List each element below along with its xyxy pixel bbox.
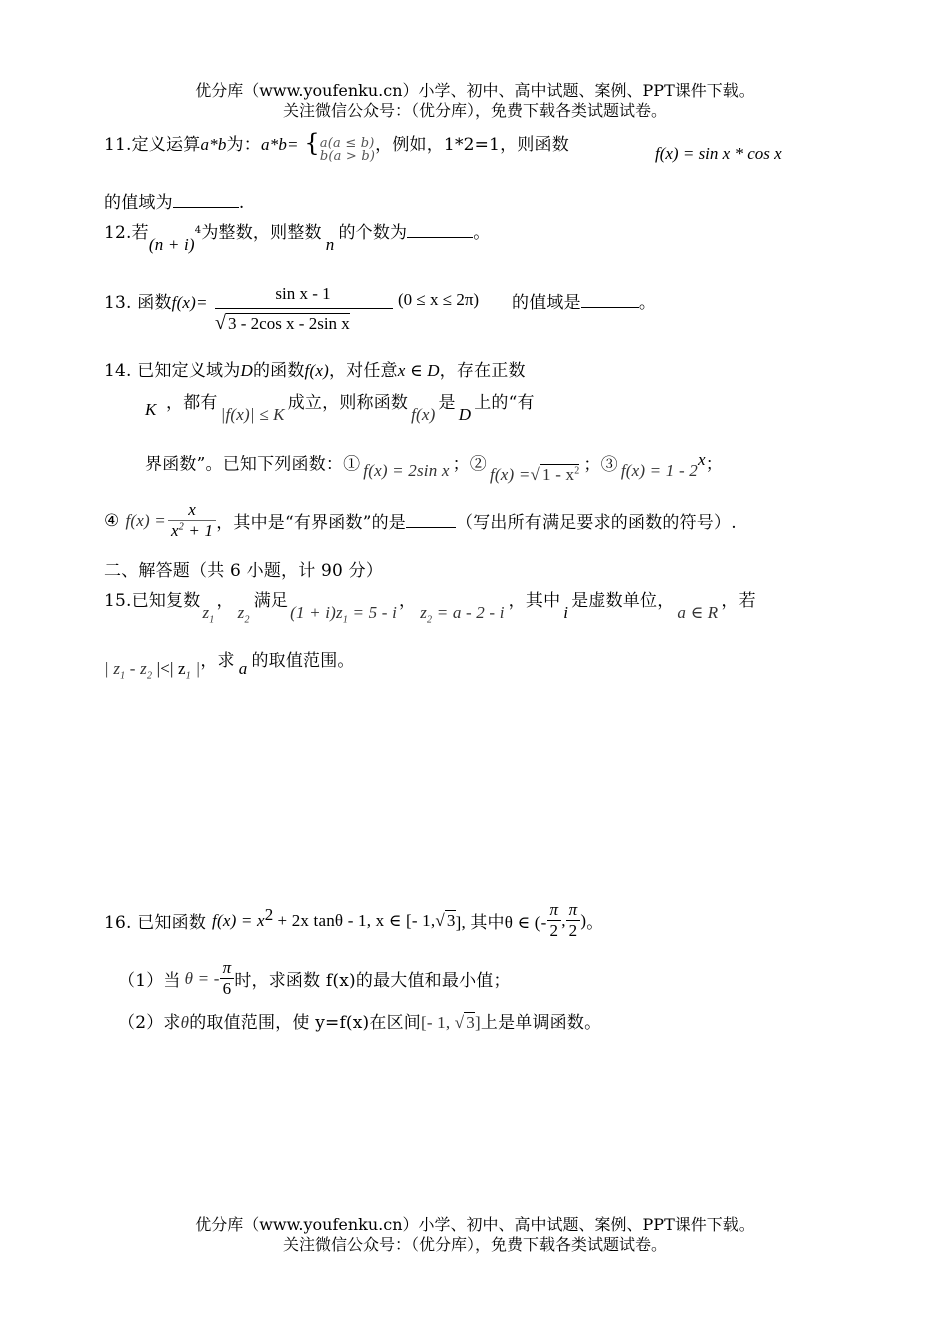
q14-D: D	[240, 361, 253, 380]
q14-l1-b: ，对任意	[328, 361, 398, 381]
q16-p2-int: [- 1,	[420, 1013, 455, 1032]
q11-case-2: b(a > b)	[319, 148, 376, 164]
q11-line-2	[104, 188, 244, 213]
q16-part-2: （2）求θ的取值范围，使 y=f(x)在区间[- 1, √ 3]上是单调函数。	[118, 1013, 602, 1033]
q14-f2-rad-text: 1 - x	[542, 464, 575, 484]
q15-comma-2: ，	[399, 591, 417, 611]
q13-denominator: √ 3 - 2cos x - 2sin x	[215, 312, 350, 334]
q12-suffix: 的个数为	[338, 223, 408, 243]
q16-func-close: )	[580, 910, 587, 930]
q14-f2-radicand: $1 - x^2$	[542, 464, 580, 484]
q14-x-in-D: x ∈ D	[397, 361, 440, 380]
q16-p2-theta: θ	[180, 1013, 190, 1032]
q16-p2-b: 的取值范围，使 y=f(x)在区间	[189, 1013, 421, 1033]
q15-i: i	[563, 603, 569, 622]
q16-end: 。	[586, 913, 604, 933]
q15-z1-letter: z	[202, 603, 210, 622]
q15-z1	[202, 603, 215, 626]
q14-f1: f(x) = 2sin x	[363, 460, 450, 480]
q11-line2-text: 的值域为	[104, 193, 173, 213]
q14-f4-den: x	[170, 521, 179, 540]
q16-line-1: 16. 已知函数 f(x) = x $^2$ + 2x tanθ - 1, x ∈ [- 1, √ 3 ], 其中θ ∈ (- $\frac{\pi}{2}$ , $\frac{\pi}{2}$ ) 。	[104, 900, 604, 940]
q14-abs-cond: |f(x)| ≤ K	[220, 405, 285, 424]
q15-condition: | $z_1 - z_2$ |<| $z_1$ |	[104, 659, 201, 682]
q11-example: ，例如，1*2=1，则函数	[375, 135, 569, 155]
q12-var-n: n	[325, 235, 335, 254]
footer-line-1: 优分库（www.youfenku.cn）小学、初中、高中试题、案例、PPT课件下载。	[195, 1215, 755, 1234]
q16-pi-a: π	[549, 900, 559, 919]
q16-two-a: 2	[547, 920, 562, 941]
q12-mid: 为整数，则整数	[201, 223, 322, 243]
q14-l3-a: 界函数”。已知下列函数：①	[145, 454, 361, 475]
q14-f3: f(x) = 1 - 2	[620, 460, 698, 480]
q14-answer-blank[interactable]	[406, 513, 456, 528]
q15-a: a	[238, 659, 248, 678]
q13-prefix-group	[104, 288, 208, 313]
q16-p2-a: （2）求	[118, 1013, 181, 1033]
q13-numerator: sin x - 1	[275, 284, 331, 303]
q13-fx: f(x)=	[171, 293, 208, 312]
q16-prefix: 16. 已知函数	[104, 913, 207, 933]
q16-p2-int-end: ]	[475, 1013, 481, 1032]
q12-answer-blank[interactable]	[407, 223, 473, 238]
q15-z1-sub: 1	[209, 614, 215, 626]
q16-pi-over-2-a	[547, 900, 562, 941]
q12-exponent: 4	[194, 225, 202, 237]
q15-cond-a: | z	[104, 659, 121, 678]
q11-function: f(x) = sin x * cos x	[655, 144, 782, 163]
q16-func-tail: + 2x tanθ - 1, x ∈ [- 1,	[277, 910, 436, 930]
q16-part-1	[118, 958, 511, 999]
q11-wei: 为：	[226, 135, 261, 155]
q16-pi-b: π	[568, 900, 578, 919]
question-12	[104, 218, 491, 254]
q13-fraction-bar	[215, 308, 393, 309]
q14-l2-b: 成立，则称函数	[287, 393, 409, 413]
q14-circle-4: ④	[104, 510, 120, 531]
q16-p1-theta: θ = -	[184, 968, 220, 988]
q14-l2-a: ，都有	[166, 393, 218, 413]
section-2-title: 二、解答题（共 6 小题，计 90 分）	[104, 561, 384, 581]
q16-two-b: 2	[566, 920, 581, 941]
q13-range: (0 ≤ x ≤ 2π)	[398, 290, 480, 309]
q11-op: a*b	[200, 135, 227, 154]
q11-prefix: 11.定义运算	[104, 135, 201, 155]
q11-end: .	[238, 193, 245, 213]
q15-eq2-tail: = a - 2 - i	[436, 603, 505, 622]
q14-sep-3: ；③	[583, 454, 618, 475]
q13-prefix: 13. 函数	[104, 293, 172, 313]
q15-z2	[237, 603, 250, 626]
q16-p1-a: （1）当	[118, 971, 181, 991]
q15-z2-sub: 2	[244, 614, 250, 626]
q14-l2-d: 上的“有	[474, 393, 535, 413]
q15-cond-c: |<| z	[156, 659, 186, 678]
q15-cond-d: |	[195, 659, 201, 678]
q11-def-lhs: a*b=	[260, 135, 299, 154]
q15-z2-letter: z	[237, 603, 245, 622]
q15-eq-2: $z_2 = a - 2 - i$	[420, 603, 505, 626]
q15-l2-b: ，求	[200, 651, 235, 671]
q13-tail	[512, 288, 656, 313]
q14-fx-2: f(x)	[411, 405, 436, 424]
q11-answer-blank[interactable]	[173, 193, 239, 208]
q15-eq2-lhs: z	[420, 603, 428, 622]
q14-f4-den-tail: + 1	[188, 521, 214, 540]
q14-l1-prefix: 14. 已知定义域为	[104, 361, 241, 381]
q14-f4-lhs: f(x) =	[125, 510, 166, 530]
q14-l1-mid: 的函数	[252, 361, 305, 381]
q16-pi-over-2-b	[566, 900, 581, 941]
q13-den-radicand: 3 - 2cos x - 2sin x	[227, 314, 350, 333]
footer-line-2: 关注微信公众号：（优分库），免费下载各类试题试卷。	[282, 1235, 667, 1254]
q14-line-2	[166, 388, 535, 424]
q16-p2-sqrt3: 3	[466, 1013, 475, 1032]
q15-a-in-R: a ∈ R	[677, 603, 719, 622]
q14-sep-2: ；②	[452, 454, 487, 475]
q15-mid: 满足	[253, 591, 289, 611]
q13-suffix: 的值域是	[512, 293, 581, 313]
q14-fx: f(x)	[304, 361, 329, 380]
q14-line-1	[104, 356, 526, 381]
question-11	[104, 128, 569, 164]
q11-case-1: a(a ≤ b)	[319, 135, 375, 151]
q16-p2-c: 上是单调函数。	[480, 1013, 602, 1033]
q15-mid-2: ，其中	[508, 591, 561, 611]
q15-prefix: 15.已知复数	[104, 591, 201, 611]
q15-cond-b: - z	[129, 659, 147, 678]
q15-eq1-tail: = 5 - i	[352, 603, 398, 622]
q13-end: 。	[638, 293, 657, 313]
q15-eq1-lhs: (1 + i)z	[290, 603, 343, 622]
q14-l1-suffix: ，存在正数	[439, 361, 526, 381]
q14-f4-num: x	[188, 500, 196, 519]
q16-p1-pi-over-6	[220, 958, 235, 999]
q14-line-4	[104, 500, 737, 541]
q16-p1-pi: π	[222, 958, 232, 977]
q14-K: K	[145, 400, 157, 419]
q16-p1-six: 6	[220, 978, 235, 999]
q13-answer-blank[interactable]	[581, 293, 639, 308]
q15-comma-1: ，	[216, 591, 234, 611]
q16-p1-b: 时，求函数 f(x)的最大值和最小值；	[234, 971, 511, 991]
q14-f4-fraction: $\frac{x}{x^2 + 1}$	[168, 500, 216, 541]
q11-piecewise: {a(a ≤ b) b(a > b)	[304, 128, 376, 164]
header-line-2: 关注微信公众号：（优分库），免费下载各类试题试卷。	[282, 101, 667, 120]
q14-line-3: 界函数”。已知下列函数：① f(x) = 2sin x ；② f(x) =√ $1 - x^2$ ；③ f(x) = 1 - 2$^x$；	[145, 450, 723, 484]
q16-sqrt3: 3	[446, 911, 456, 930]
q12-end: 。	[473, 223, 491, 243]
q14-f3-exp: x	[697, 450, 706, 469]
q14-l4-c: （写出所有满足要求的函数的符号）.	[456, 513, 737, 533]
q14-D-2: D	[458, 405, 472, 424]
header-line-1: 优分库（www.youfenku.cn）小学、初中、高中试题、案例、PPT课件下载。	[195, 81, 755, 100]
q15-line-1	[104, 586, 756, 626]
q15-eq-1: $(1 + i)z_1 = 5 - i$	[290, 603, 398, 626]
q15-l2-c: 的取值范围。	[251, 651, 355, 671]
q14-l4-b: ，其中是“有界函数”的是	[216, 513, 406, 533]
q12-expr: (n + i)	[148, 235, 195, 254]
q16-func-end: ], 其中θ ∈ (-	[455, 913, 547, 932]
q12-prefix: 12.若	[104, 223, 149, 243]
q14-f2-lhs: f(x) =	[490, 464, 531, 484]
q15-line-2	[104, 646, 355, 682]
q14-l2-c: 是	[438, 393, 456, 413]
q16-func: f(x) = x	[212, 910, 265, 930]
q14-end-3: ；	[705, 454, 723, 475]
q15-mid-3: 是虚数单位，	[571, 591, 675, 611]
q15-mid-4: ，若	[721, 591, 756, 611]
